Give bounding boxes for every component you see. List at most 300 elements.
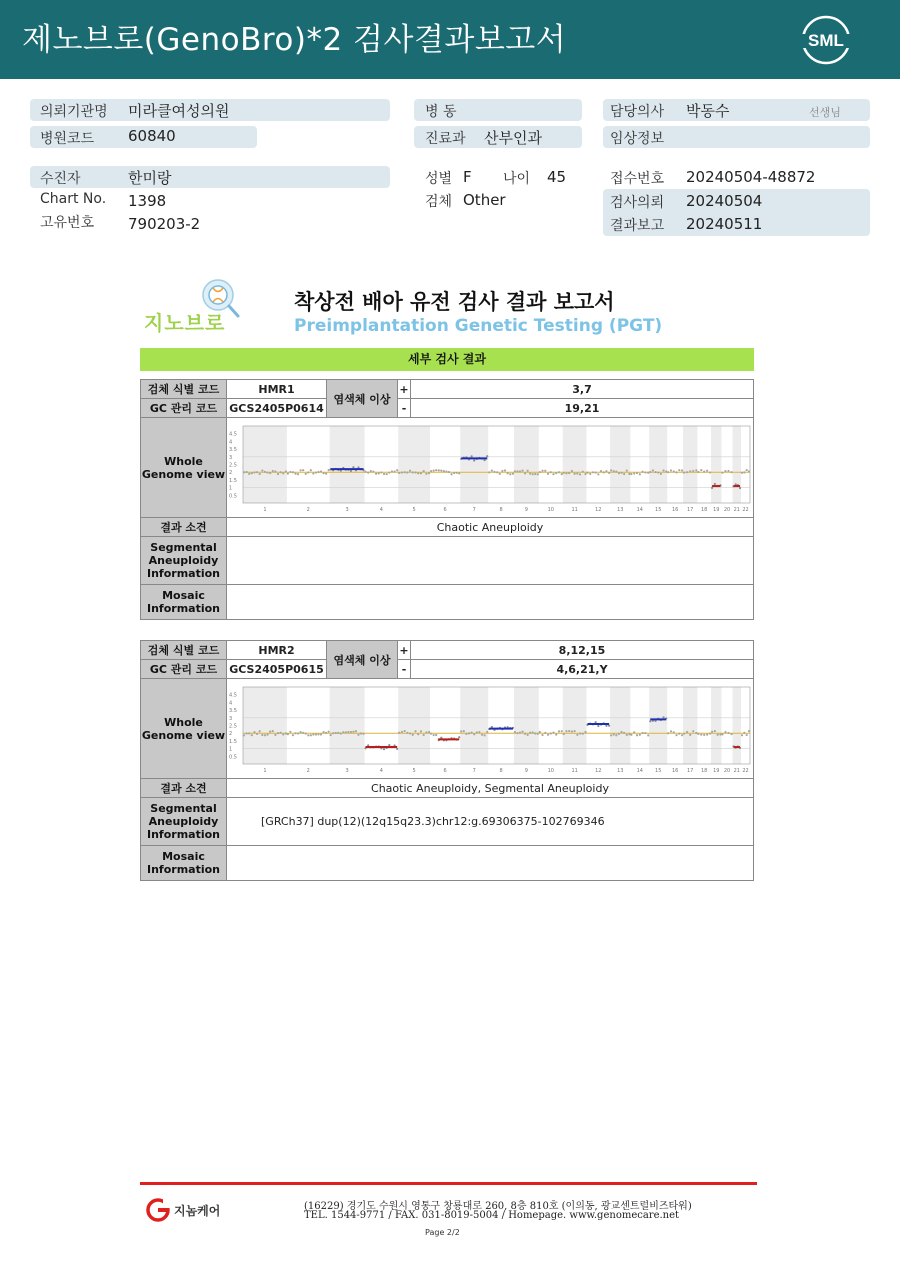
copy-number-point	[618, 733, 620, 735]
copy-number-point	[613, 470, 615, 472]
y-tick-label: 2.5	[229, 723, 237, 730]
copy-number-point	[340, 732, 342, 734]
copy-number-point	[555, 472, 557, 474]
loss-sign: -	[398, 660, 411, 679]
copy-number-point	[665, 470, 667, 472]
gc-code-header: GC 관리 코드	[141, 399, 227, 418]
copy-number-point	[289, 731, 291, 733]
copy-number-point	[582, 471, 584, 473]
copy-number-point	[558, 471, 560, 473]
institution-value: 미라클여성의원	[128, 102, 230, 120]
x-tick-label: 16	[671, 768, 679, 774]
copy-number-point	[393, 470, 395, 472]
copy-number-point	[438, 469, 440, 471]
copy-number-point	[253, 471, 255, 473]
x-tick-label: 2	[306, 507, 310, 513]
copy-number-point	[420, 472, 422, 474]
copy-number-point	[280, 471, 282, 473]
copy-number-point	[251, 472, 253, 474]
chromosome-band	[243, 426, 287, 503]
copy-number-point	[342, 731, 344, 733]
y-tick-label: 0.5	[229, 493, 237, 500]
copy-number-point	[514, 731, 516, 733]
copy-number-point	[243, 471, 245, 473]
copy-number-point	[322, 472, 324, 474]
copy-number-point	[443, 470, 445, 472]
y-tick-label: 0.5	[229, 754, 237, 761]
copy-number-point	[610, 734, 612, 736]
copy-number-point	[335, 732, 337, 734]
doctor-label: 담당의사	[610, 104, 665, 120]
whole-genome-plot	[227, 420, 754, 515]
copy-number-point	[662, 469, 664, 471]
copy-number-point	[248, 732, 250, 734]
whole-genome-plot	[227, 681, 754, 776]
copy-number-point	[274, 470, 276, 472]
copy-number-point	[654, 471, 656, 473]
specimen-label: 검체	[425, 194, 453, 210]
copy-number-point	[484, 734, 486, 736]
institution-label: 의뢰기관명	[40, 104, 108, 120]
copy-number-point	[491, 469, 493, 471]
copy-number-point	[717, 734, 719, 736]
copy-number-point	[481, 734, 483, 736]
gain-chromosomes: 8,12,15	[411, 641, 754, 660]
copy-number-point	[697, 733, 699, 735]
copy-number-point	[256, 471, 258, 473]
copy-number-point	[391, 470, 393, 472]
y-tick-label: 1.5	[229, 477, 237, 484]
copy-number-point	[277, 732, 279, 734]
copy-number-point	[741, 734, 743, 736]
copy-number-point	[433, 734, 435, 736]
specimen-code-value: HMR2	[227, 641, 327, 660]
copy-number-point	[579, 473, 581, 475]
x-tick-label: 14	[636, 768, 643, 774]
copy-number-point	[406, 471, 408, 473]
copy-number-point	[524, 472, 526, 474]
result-opinion-value: Chaotic Aneuploidy	[227, 518, 754, 537]
copy-number-point	[561, 473, 563, 475]
copy-number-point	[644, 471, 646, 473]
copy-number-point	[307, 734, 309, 736]
copy-number-point	[465, 733, 467, 735]
copy-number-point	[547, 734, 549, 736]
copy-number-point	[534, 473, 536, 475]
copy-number-point	[727, 732, 729, 734]
copy-number-point	[741, 472, 743, 474]
clinical-label: 임상정보	[610, 131, 665, 147]
copy-number-point	[251, 734, 253, 736]
copy-number-point	[380, 471, 382, 473]
copy-number-point	[695, 732, 697, 734]
copy-number-point	[532, 731, 534, 733]
copy-number-point	[468, 732, 470, 734]
copy-number-point	[615, 470, 617, 472]
copy-number-point	[398, 472, 400, 474]
doctor-value: 박동수	[686, 102, 730, 120]
specimen-code-value: HMR1	[227, 380, 327, 399]
pgt-title-english: Preimplantation Genetic Testing (PGT)	[294, 316, 663, 336]
copy-number-point	[414, 730, 416, 732]
copy-number-point	[435, 734, 437, 736]
copy-number-point	[248, 473, 250, 475]
patient-label: 수진자	[40, 171, 81, 187]
copy-number-point	[681, 734, 683, 736]
chart-value: 1398	[128, 192, 167, 210]
x-tick-label: 8	[499, 768, 503, 774]
copy-number-point	[541, 470, 543, 472]
copy-number-point	[355, 730, 357, 732]
copy-number-point	[670, 469, 672, 471]
copy-number-point	[302, 469, 304, 471]
copy-number-point	[537, 733, 539, 735]
copy-number-point	[689, 470, 691, 472]
copy-number-point	[486, 455, 488, 457]
copy-number-point	[600, 470, 602, 472]
age-label: 나이	[503, 171, 531, 187]
copy-number-point	[667, 471, 669, 473]
copy-number-point	[456, 472, 458, 474]
copy-number-point	[440, 470, 442, 472]
copy-number-point	[595, 471, 597, 473]
copy-number-point	[628, 473, 630, 475]
x-tick-label: 19	[713, 768, 720, 774]
copy-number-point	[332, 732, 334, 734]
x-tick-label: 5	[412, 768, 416, 774]
copy-number-point	[499, 473, 501, 475]
patient-value: 한미랑	[128, 169, 172, 187]
copy-number-point	[305, 473, 307, 475]
x-tick-label: 16	[671, 507, 679, 513]
copy-number-point	[471, 455, 473, 457]
copy-number-point	[678, 733, 680, 735]
sml-logo-text: SML	[808, 31, 844, 50]
copy-number-point	[409, 470, 411, 472]
copy-number-point	[272, 470, 274, 472]
copy-number-point	[565, 472, 567, 474]
copy-number-point	[396, 748, 398, 750]
copy-number-point	[272, 730, 274, 732]
copy-number-point	[626, 734, 628, 736]
copy-number-point	[246, 732, 248, 734]
plot-frame	[243, 687, 750, 764]
copy-number-point	[450, 473, 452, 475]
copy-number-point	[555, 733, 557, 735]
copy-number-point	[700, 734, 702, 736]
copy-number-point	[320, 733, 322, 735]
copy-number-point	[582, 733, 584, 735]
copy-number-point	[398, 732, 400, 734]
sml-logo	[800, 14, 852, 66]
chromosome-band	[243, 687, 287, 764]
chromosome-band	[649, 426, 667, 503]
sex-label: 성별	[425, 171, 453, 187]
copy-number-point	[417, 472, 419, 474]
x-tick-label: 17	[687, 507, 694, 513]
copy-number-point	[458, 472, 460, 474]
copy-number-point	[541, 734, 543, 736]
x-tick-label: 21	[733, 507, 740, 513]
copy-number-point	[743, 471, 745, 473]
copy-number-point	[383, 748, 385, 750]
copy-number-point	[357, 734, 359, 736]
copy-number-point	[703, 471, 705, 473]
copy-number-point	[476, 731, 478, 733]
copy-number-point	[514, 470, 516, 472]
copy-number-point	[714, 730, 716, 732]
copy-number-point	[364, 471, 366, 473]
copy-number-point	[630, 734, 632, 736]
copy-number-point	[574, 473, 576, 475]
copy-number-point	[360, 732, 362, 734]
copy-number-point	[325, 732, 327, 734]
y-tick-label: 3.5	[229, 708, 237, 715]
copy-number-point	[448, 471, 450, 473]
whole-genome-cell	[227, 418, 754, 518]
copy-number-point	[259, 730, 261, 732]
copy-number-point	[352, 466, 354, 468]
copy-number-point	[269, 472, 271, 474]
copy-number-point	[706, 470, 708, 472]
copy-number-point	[317, 733, 319, 735]
mosaic-value	[227, 585, 754, 620]
copy-number-point	[388, 744, 390, 746]
gc-code-header: GC 관리 코드	[141, 660, 227, 679]
y-tick-label: 1.5	[229, 738, 237, 745]
copy-number-point	[576, 734, 578, 736]
mosaic-header: Mosaic Information	[141, 846, 227, 881]
copy-number-point	[307, 471, 309, 473]
specimen-code-header: 검체 식별 코드	[141, 380, 227, 399]
copy-number-point	[610, 469, 612, 471]
copy-number-point	[558, 730, 560, 732]
copy-number-point	[539, 471, 541, 473]
x-tick-label: 21	[733, 768, 740, 774]
copy-number-point	[521, 470, 523, 472]
copy-number-point	[315, 471, 317, 473]
specimen-value: Other	[463, 191, 506, 209]
copy-number-point	[550, 471, 552, 473]
copy-number-point	[433, 470, 435, 472]
copy-number-point	[681, 469, 683, 471]
copy-number-point	[719, 733, 721, 735]
copy-number-point	[300, 731, 302, 733]
copy-number-point	[484, 459, 486, 461]
copy-number-point	[328, 469, 330, 471]
copy-number-point	[529, 473, 531, 475]
chromosome-band	[563, 687, 587, 764]
copy-number-point	[516, 732, 518, 734]
copy-number-point	[320, 470, 322, 472]
x-tick-label: 12	[595, 507, 602, 513]
copy-number-point	[493, 471, 495, 473]
copy-number-point	[647, 472, 649, 474]
copy-number-point	[727, 470, 729, 472]
copy-number-point	[626, 469, 628, 471]
copy-number-point	[287, 733, 289, 735]
receipt-value: 20240504-48872	[686, 168, 816, 186]
request-label: 검사의뢰	[610, 195, 665, 211]
copy-number-point	[280, 732, 282, 734]
copy-number-point	[695, 469, 697, 471]
copy-number-point	[302, 732, 304, 734]
x-tick-label: 19	[713, 507, 720, 513]
copy-number-point	[633, 472, 635, 474]
chromosome-band	[733, 426, 741, 503]
copy-number-point	[325, 473, 327, 475]
x-tick-label: 1	[263, 507, 267, 513]
copy-number-point	[282, 733, 284, 735]
copy-number-point	[312, 472, 314, 474]
x-tick-label: 5	[412, 507, 416, 513]
copy-number-point	[507, 472, 509, 474]
copy-number-point	[501, 470, 503, 472]
copy-number-point	[425, 473, 427, 475]
y-tick-label: 2.5	[229, 462, 237, 469]
copy-number-point	[253, 731, 255, 733]
copy-number-point	[539, 731, 541, 733]
copy-number-point	[524, 733, 526, 735]
copy-number-point	[724, 731, 726, 733]
report-value: 20240511	[686, 215, 763, 233]
copy-number-point	[264, 734, 266, 736]
copy-number-point	[597, 725, 599, 727]
gain-sign: +	[398, 641, 411, 660]
x-tick-label: 4	[379, 768, 383, 774]
copy-number-point	[563, 733, 565, 735]
copy-number-point	[259, 473, 261, 475]
copy-number-point	[285, 470, 287, 472]
gain-chromosomes: 3,7	[411, 380, 754, 399]
copy-number-point	[615, 734, 617, 736]
loss-sign: -	[398, 399, 411, 418]
copy-number-point	[534, 732, 536, 734]
x-tick-label: 6	[443, 507, 447, 513]
copy-number-point	[561, 730, 563, 732]
dept-value: 산부인과	[484, 129, 542, 147]
copy-number-point	[401, 731, 403, 733]
copy-number-point	[678, 469, 680, 471]
copy-number-point	[243, 734, 245, 736]
copy-number-point	[274, 734, 276, 736]
age-value: 45	[547, 168, 567, 186]
sample-result-table	[140, 640, 754, 881]
copy-number-point	[675, 471, 677, 473]
copy-number-point	[315, 733, 317, 735]
y-tick-label: 1	[229, 746, 233, 753]
copy-number-point	[709, 732, 711, 734]
x-tick-label: 11	[571, 768, 578, 774]
copy-number-point	[565, 730, 567, 732]
plot-frame	[243, 426, 750, 503]
copy-number-point	[639, 473, 641, 475]
copy-number-point	[730, 471, 732, 473]
company-contact: TEL. 1544-9771 / FAX. 031-8019-5004 / Homepage. www.genomecare.net	[304, 1210, 680, 1221]
copy-number-point	[537, 473, 539, 475]
x-tick-label: 8	[499, 507, 503, 513]
chromosome-band	[610, 687, 630, 764]
copy-number-point	[613, 733, 615, 735]
hospital-code-value: 60840	[128, 127, 176, 145]
chromosome-band	[398, 687, 430, 764]
y-tick-label: 3	[229, 715, 233, 722]
copy-number-point	[618, 472, 620, 474]
whole-genome-header: Whole Genome view	[141, 679, 227, 779]
copy-number-point	[746, 734, 748, 736]
report-label: 결과보고	[610, 218, 665, 234]
copy-number-point	[633, 731, 635, 733]
copy-number-point	[473, 733, 475, 735]
copy-number-point	[261, 469, 263, 471]
copy-number-point	[586, 472, 588, 474]
copy-number-point	[378, 472, 380, 474]
x-tick-label: 10	[547, 768, 554, 774]
copy-number-point	[547, 473, 549, 475]
x-tick-label: 20	[723, 768, 731, 774]
mosaic-header: Mosaic Information	[141, 585, 227, 620]
y-tick-label: 4	[229, 700, 233, 707]
copy-number-point	[724, 470, 726, 472]
copy-number-point	[662, 716, 664, 718]
copy-number-point	[527, 734, 529, 736]
gc-code-value: GCS2405P0615	[227, 660, 327, 679]
copy-number-point	[642, 471, 644, 473]
segmental-value: [GRCh37] dup(12)(12q15q23.3)chr12:g.69306375-102769346	[227, 798, 754, 846]
copy-number-point	[544, 470, 546, 472]
id-label: 고유번호	[40, 215, 95, 231]
copy-number-point	[435, 469, 437, 471]
copy-number-point	[721, 472, 723, 474]
copy-number-point	[608, 472, 610, 474]
x-tick-label: 7	[472, 768, 476, 774]
patient-pill	[30, 166, 390, 188]
copy-number-point	[623, 473, 625, 475]
x-tick-label: 20	[723, 507, 731, 513]
gain-sign: +	[398, 380, 411, 399]
copy-number-point	[657, 471, 659, 473]
sample-result-table	[140, 379, 754, 620]
copy-number-point	[317, 471, 319, 473]
copy-number-point	[563, 472, 565, 474]
copy-number-point	[372, 470, 374, 472]
copy-number-point	[714, 483, 716, 485]
copy-number-point	[488, 471, 490, 473]
copy-number-point	[568, 730, 570, 732]
copy-number-point	[269, 730, 271, 732]
copy-number-point	[692, 470, 694, 472]
copy-number-point	[589, 473, 591, 475]
loss-chromosomes: 4,6,21,Y	[411, 660, 754, 679]
copy-number-point	[412, 734, 414, 736]
copy-number-point	[527, 470, 529, 472]
copy-number-point	[345, 731, 347, 733]
copy-number-point	[706, 734, 708, 736]
x-tick-label: 15	[655, 768, 662, 774]
copy-number-point	[362, 733, 364, 735]
copy-number-point	[692, 730, 694, 732]
copy-number-point	[748, 730, 750, 732]
copy-number-point	[409, 732, 411, 734]
copy-number-point	[597, 473, 599, 475]
genomecare-logo-icon	[145, 1197, 171, 1223]
company-name: 지놈케어	[174, 1204, 221, 1218]
copy-number-point	[282, 472, 284, 474]
copy-number-point	[312, 733, 314, 735]
x-tick-label: 9	[524, 507, 528, 513]
x-tick-label: 15	[655, 507, 662, 513]
hospital-code-label: 병원코드	[40, 131, 95, 147]
